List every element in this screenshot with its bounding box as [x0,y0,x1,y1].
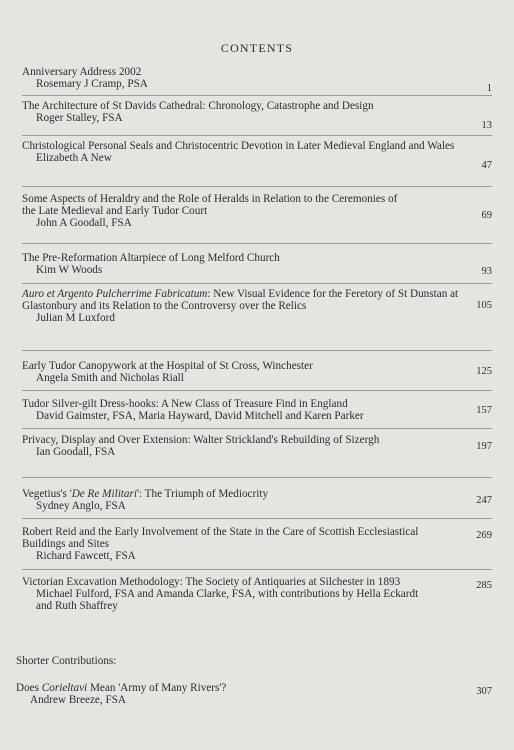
divider [22,95,492,96]
divider [22,283,492,284]
divider [22,390,492,391]
divider [22,477,492,478]
toc-entry [22,193,492,229]
entry-page-number: 247 [476,495,492,506]
entry-author: Sydney Anglo, FSA [36,500,126,512]
entry-title: Christological Personal Seals and Christocentric Devotion in Later Medieval England and Wales [22,140,455,152]
entry-title-pre: Vegetius's ' [22,488,72,500]
entry-author: Michael Fulford, FSA and Amanda Clarke, FSA, with contributions by Hella Eckardt and Ruth Shaffrey [36,588,419,612]
entry-author: David Gaimster, FSA, Maria Hayward, David Mitchell and Karen Parker [36,410,364,422]
toc-entry [22,360,492,384]
entry-title-italic: Auro et Argento Pulcherrime Fabricatum [22,288,208,300]
divider [22,243,492,244]
entry-author: Andrew Breeze, FSA [30,694,127,706]
entry-title: Victorian Excavation Methodology: The Society of Antiquaries at Silchester in 1893 [22,576,401,588]
entry-title-italic: Corieltavi [41,682,88,694]
entry-title-rest: ': The Triumph of Mediocrity [136,488,269,500]
toc-entry [22,488,492,512]
divider [22,186,492,187]
contents-heading: CONTENTS [220,41,294,55]
entry-page-number: 105 [476,300,492,311]
entry-page-number: 157 [476,405,492,416]
entry-title-italic: De Re Militari [71,488,137,500]
toc-entry [22,434,492,458]
divider [22,518,492,519]
entry-page-number: 197 [476,441,492,452]
toc-entry [22,100,492,131]
entry-page-number: 307 [476,686,492,697]
entry-title: Anniversary Address 2002 [22,66,142,78]
entry-page-number: 1 [486,83,492,94]
entry-author: John A Goodall, FSA [36,217,132,229]
entry-page-number: 13 [481,120,492,131]
entry-title: The Pre-Reformation Altarpiece of Long Melford Church [22,252,280,264]
entry-page-number: 47 [481,160,492,171]
entry-title [22,488,462,500]
entry-title: The Architecture of St Davids Cathedral: Chronology, Catastrophe and Design [22,100,374,112]
entry-title: Privacy, Display and Over Extension: Walter Strickland's Rebuilding of Sizergh [22,434,380,446]
toc-entry [22,576,492,612]
entry-title: Some Aspects of Heraldry and the Role of Heralds in Relation to the Ceremonies of the Late Medieval and Early Tudor Court [22,193,398,217]
divider [22,428,492,429]
toc-entry [22,252,492,276]
entry-author: Elizabeth A New [36,152,112,164]
entry-title-rest: Mean 'Army of Many Rivers'? [87,682,227,694]
toc-entry [22,398,492,422]
entry-title: Early Tudor Canopywork at the Hospital of St Cross, Winchester [22,360,313,372]
entry-page-number: 93 [481,266,492,277]
toc-entry [22,288,492,324]
shorter-contributions-heading: Shorter Contributions: [16,655,117,667]
divider [22,569,492,570]
entry-page-number: 269 [476,530,492,541]
entry-title-rest: : New Visual Evidence for the Feretory of St Dunstan at Glastonbury and its Relation to the Controversy over the Relics [22,288,459,312]
entry-author: Richard Fawcett, FSA [36,550,136,562]
entry-author: Kim W Woods [36,264,103,276]
toc-entry [22,140,492,171]
entry-author: Julian M Luxford [36,312,115,324]
entry-title: Tudor Silver-gilt Dress-hooks: A New Class of Treasure Find in England [22,398,348,410]
entry-page-number: 69 [481,210,492,221]
entry-author: Angela Smith and Nicholas Riall [36,372,184,384]
entry-title [22,288,462,312]
toc-entry [16,682,492,706]
entry-author: Roger Stalley, FSA [36,112,123,124]
entry-page-number: 285 [476,580,492,591]
toc-entry [22,66,492,94]
entry-title [16,682,456,694]
entry-page-number: 125 [476,366,492,377]
entry-author: Ian Goodall, FSA [36,446,116,458]
toc-entry [22,526,492,562]
entry-title: Robert Reid and the Early Involvement of the State in the Care of Scottish Ecclesiastical Buildings and Sites [22,526,419,550]
divider [22,350,492,351]
entry-author: Rosemary J Cramp, PSA [36,78,148,90]
entry-title-pre: Does [16,682,42,694]
divider [22,135,492,136]
